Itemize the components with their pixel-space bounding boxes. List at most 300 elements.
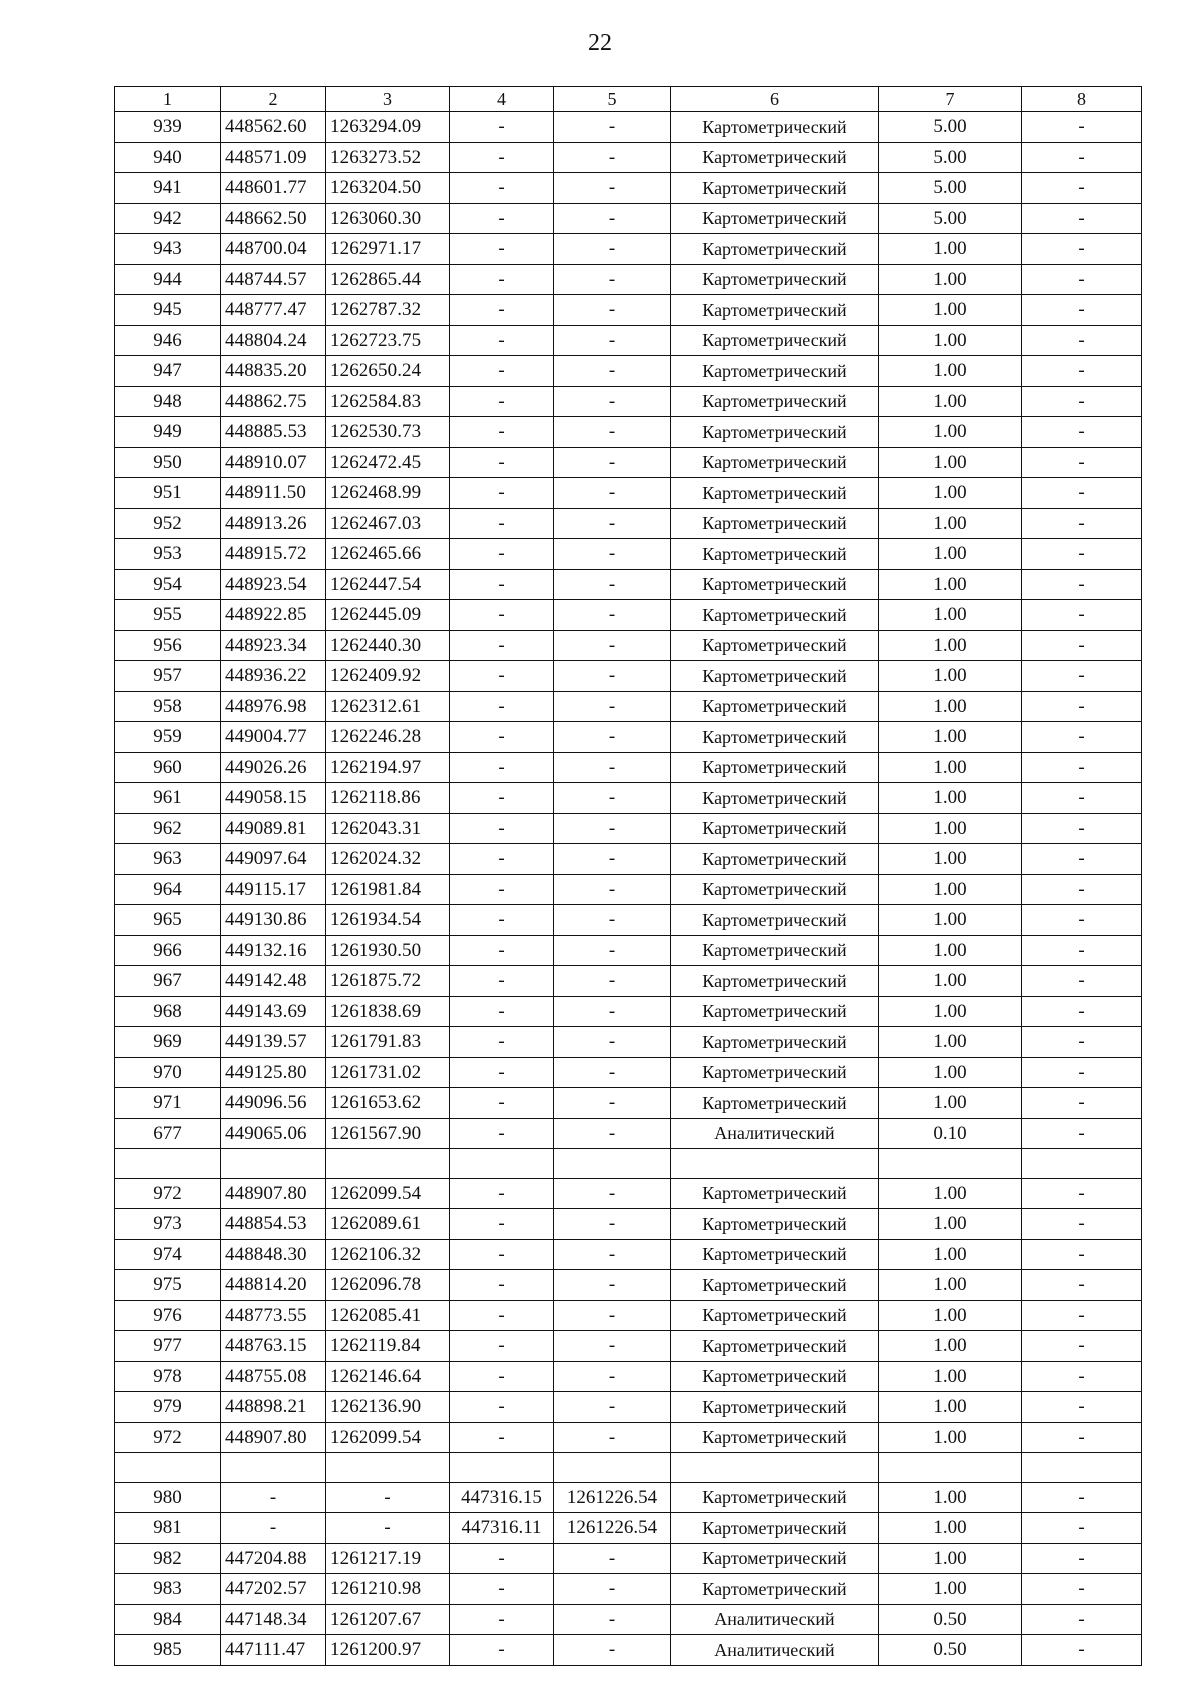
table-row: [115, 1422, 1142, 1453]
accuracy-cell: 1.00: [879, 539, 1022, 570]
accuracy-cell: 1.00: [879, 1088, 1022, 1119]
y-coordinate-cell: 1262467.03: [326, 508, 450, 539]
point-number-cell: 947: [115, 356, 221, 387]
x-coordinate-cell: 448976.98: [221, 691, 326, 722]
x-coordinate-cell: 448777.47: [221, 295, 326, 326]
accuracy-cell: 1.00: [879, 295, 1022, 326]
y-coordinate-alt-cell: -: [554, 905, 671, 936]
method-cell: Картометрический: [671, 1392, 879, 1423]
note-cell: -: [1022, 1209, 1142, 1240]
table-row: [115, 1574, 1142, 1605]
y-coordinate-cell: 1263060.30: [326, 203, 450, 234]
y-coordinate-alt-cell: -: [554, 203, 671, 234]
y-coordinate-alt-cell: -: [554, 539, 671, 570]
note-cell: -: [1022, 1057, 1142, 1088]
accuracy-cell: [879, 1149, 1022, 1179]
point-number-cell: 985: [115, 1635, 221, 1666]
method-cell: Картометрический: [671, 752, 879, 783]
note-cell: -: [1022, 1027, 1142, 1058]
accuracy-cell: 1.00: [879, 386, 1022, 417]
method-cell: Картометрический: [671, 661, 879, 692]
point-number-cell: 961: [115, 783, 221, 814]
y-coordinate-cell: 1262119.84: [326, 1331, 450, 1362]
y-coordinate-cell: 1261567.90: [326, 1118, 450, 1149]
method-cell: Картометрический: [671, 1482, 879, 1513]
point-number-cell: 949: [115, 417, 221, 448]
accuracy-cell: 1.00: [879, 1482, 1022, 1513]
y-coordinate-cell: 1262246.28: [326, 722, 450, 753]
note-cell: -: [1022, 1361, 1142, 1392]
method-cell: Картометрический: [671, 844, 879, 875]
table-row: [115, 386, 1142, 417]
x-coordinate-cell: 449004.77: [221, 722, 326, 753]
accuracy-cell: 1.00: [879, 1513, 1022, 1544]
x-coordinate-alt-cell: [450, 1453, 554, 1483]
x-coordinate-alt-cell: -: [450, 447, 554, 478]
y-coordinate-alt-cell: -: [554, 996, 671, 1027]
table-row: [115, 691, 1142, 722]
table-row: [115, 173, 1142, 204]
point-number-cell: 941: [115, 173, 221, 204]
note-cell: -: [1022, 691, 1142, 722]
method-cell: Картометрический: [671, 478, 879, 509]
column-header: 1: [115, 87, 221, 112]
x-coordinate-alt-cell: -: [450, 325, 554, 356]
x-coordinate-alt-cell: -: [450, 1300, 554, 1331]
table-row: [115, 539, 1142, 570]
y-coordinate-cell: 1262089.61: [326, 1209, 450, 1240]
y-coordinate-alt-cell: -: [554, 1118, 671, 1149]
x-coordinate-cell: 449089.81: [221, 813, 326, 844]
method-cell: Картометрический: [671, 996, 879, 1027]
point-number-cell: 968: [115, 996, 221, 1027]
point-number-cell: 972: [115, 1422, 221, 1453]
table-row: [115, 905, 1142, 936]
point-number-cell: 943: [115, 234, 221, 265]
note-cell: -: [1022, 1270, 1142, 1301]
x-coordinate-alt-cell: -: [450, 112, 554, 143]
y-coordinate-alt-cell: -: [554, 630, 671, 661]
y-coordinate-cell: 1261210.98: [326, 1574, 450, 1605]
y-coordinate-alt-cell: -: [554, 295, 671, 326]
x-coordinate-alt-cell: -: [450, 1209, 554, 1240]
y-coordinate-cell: 1263204.50: [326, 173, 450, 204]
method-cell: Картометрический: [671, 1088, 879, 1119]
note-cell: -: [1022, 1482, 1142, 1513]
x-coordinate-alt-cell: [450, 1149, 554, 1179]
accuracy-cell: 1.00: [879, 1239, 1022, 1270]
method-cell: Картометрический: [671, 173, 879, 204]
x-coordinate-alt-cell: -: [450, 1118, 554, 1149]
note-cell: -: [1022, 173, 1142, 204]
method-cell: Картометрический: [671, 1361, 879, 1392]
y-coordinate-cell: 1261217.19: [326, 1543, 450, 1574]
y-coordinate-alt-cell: -: [554, 417, 671, 448]
point-number-cell: 956: [115, 630, 221, 661]
y-coordinate-alt-cell: -: [554, 661, 671, 692]
point-number-cell: 983: [115, 1574, 221, 1605]
table-row: [115, 1027, 1142, 1058]
x-coordinate-cell: 448854.53: [221, 1209, 326, 1240]
accuracy-cell: 1.00: [879, 905, 1022, 936]
accuracy-cell: 1.00: [879, 1057, 1022, 1088]
y-coordinate-cell: 1262971.17: [326, 234, 450, 265]
method-cell: Картометрический: [671, 539, 879, 570]
table-row: [115, 142, 1142, 173]
y-coordinate-alt-cell: -: [554, 1270, 671, 1301]
x-coordinate-alt-cell: -: [450, 874, 554, 905]
y-coordinate-cell: 1262085.41: [326, 1300, 450, 1331]
x-coordinate-cell: [221, 1453, 326, 1483]
y-coordinate-cell: 1261875.72: [326, 966, 450, 997]
y-coordinate-cell: 1263273.52: [326, 142, 450, 173]
y-coordinate-alt-cell: -: [554, 722, 671, 753]
note-cell: -: [1022, 1118, 1142, 1149]
accuracy-cell: 1.00: [879, 752, 1022, 783]
note-cell: -: [1022, 539, 1142, 570]
x-coordinate-alt-cell: -: [450, 508, 554, 539]
point-number-cell: 978: [115, 1361, 221, 1392]
method-cell: [671, 1149, 879, 1179]
table-row: [115, 874, 1142, 905]
x-coordinate-alt-cell: -: [450, 417, 554, 448]
method-cell: Картометрический: [671, 1543, 879, 1574]
x-coordinate-cell: 448700.04: [221, 234, 326, 265]
y-coordinate-alt-cell: 1261226.54: [554, 1513, 671, 1544]
x-coordinate-alt-cell: -: [450, 1635, 554, 1666]
x-coordinate-cell: 448862.75: [221, 386, 326, 417]
table-row: [115, 203, 1142, 234]
x-coordinate-alt-cell: -: [450, 295, 554, 326]
point-number-cell: 951: [115, 478, 221, 509]
y-coordinate-alt-cell: -: [554, 1057, 671, 1088]
table-row: [115, 1149, 1142, 1179]
x-coordinate-cell: 448562.60: [221, 112, 326, 143]
accuracy-cell: 1.00: [879, 630, 1022, 661]
y-coordinate-alt-cell: -: [554, 569, 671, 600]
method-cell: Картометрический: [671, 1027, 879, 1058]
y-coordinate-cell: 1261981.84: [326, 874, 450, 905]
x-coordinate-cell: -: [221, 1482, 326, 1513]
accuracy-cell: 1.00: [879, 569, 1022, 600]
x-coordinate-alt-cell: -: [450, 844, 554, 875]
note-cell: -: [1022, 600, 1142, 631]
accuracy-cell: 1.00: [879, 1027, 1022, 1058]
accuracy-cell: 5.00: [879, 112, 1022, 143]
x-coordinate-cell: 448922.85: [221, 600, 326, 631]
y-coordinate-cell: 1262787.32: [326, 295, 450, 326]
note-cell: -: [1022, 203, 1142, 234]
point-number-cell: 969: [115, 1027, 221, 1058]
y-coordinate-alt-cell: -: [554, 508, 671, 539]
table-row: [115, 1300, 1142, 1331]
method-cell: Картометрический: [671, 813, 879, 844]
y-coordinate-alt-cell: -: [554, 935, 671, 966]
note-cell: -: [1022, 295, 1142, 326]
note-cell: -: [1022, 874, 1142, 905]
accuracy-cell: 1.00: [879, 874, 1022, 905]
x-coordinate-alt-cell: -: [450, 722, 554, 753]
method-cell: Картометрический: [671, 142, 879, 173]
x-coordinate-cell: 449142.48: [221, 966, 326, 997]
x-coordinate-alt-cell: -: [450, 356, 554, 387]
accuracy-cell: [879, 1453, 1022, 1483]
table-row: [115, 996, 1142, 1027]
y-coordinate-cell: 1262584.83: [326, 386, 450, 417]
y-coordinate-cell: 1261934.54: [326, 905, 450, 936]
method-cell: Картометрический: [671, 112, 879, 143]
accuracy-cell: 1.00: [879, 1178, 1022, 1209]
point-number-cell: 948: [115, 386, 221, 417]
method-cell: Картометрический: [671, 234, 879, 265]
table-row: [115, 508, 1142, 539]
accuracy-cell: 1.00: [879, 1331, 1022, 1362]
x-coordinate-cell: 448907.80: [221, 1178, 326, 1209]
x-coordinate-cell: 449132.16: [221, 935, 326, 966]
method-cell: Картометрический: [671, 874, 879, 905]
x-coordinate-cell: 448907.80: [221, 1422, 326, 1453]
note-cell: -: [1022, 356, 1142, 387]
x-coordinate-cell: 448923.34: [221, 630, 326, 661]
y-coordinate-cell: 1262445.09: [326, 600, 450, 631]
x-coordinate-alt-cell: -: [450, 966, 554, 997]
accuracy-cell: 1.00: [879, 661, 1022, 692]
x-coordinate-cell: 449065.06: [221, 1118, 326, 1149]
note-cell: -: [1022, 630, 1142, 661]
x-coordinate-cell: 447204.88: [221, 1543, 326, 1574]
table-row: [115, 1513, 1142, 1544]
y-coordinate-cell: 1262099.54: [326, 1422, 450, 1453]
table-row: [115, 600, 1142, 631]
x-coordinate-alt-cell: -: [450, 539, 554, 570]
x-coordinate-alt-cell: -: [450, 813, 554, 844]
x-coordinate-cell: 449096.56: [221, 1088, 326, 1119]
y-coordinate-alt-cell: -: [554, 1178, 671, 1209]
accuracy-cell: 1.00: [879, 996, 1022, 1027]
note-cell: -: [1022, 1422, 1142, 1453]
point-number-cell: 952: [115, 508, 221, 539]
x-coordinate-cell: 448804.24: [221, 325, 326, 356]
y-coordinate-cell: [326, 1453, 450, 1483]
y-coordinate-cell: 1261930.50: [326, 935, 450, 966]
x-coordinate-cell: 448910.07: [221, 447, 326, 478]
table-row: [115, 1239, 1142, 1270]
y-coordinate-cell: 1262136.90: [326, 1392, 450, 1423]
x-coordinate-cell: 448814.20: [221, 1270, 326, 1301]
x-coordinate-cell: 448911.50: [221, 478, 326, 509]
point-number-cell: 982: [115, 1543, 221, 1574]
header-row: [115, 87, 1142, 112]
column-header: 2: [221, 87, 326, 112]
table-row: [115, 112, 1142, 143]
point-number-cell: 984: [115, 1604, 221, 1635]
table-row: [115, 1270, 1142, 1301]
note-cell: -: [1022, 112, 1142, 143]
y-coordinate-cell: 1262865.44: [326, 264, 450, 295]
accuracy-cell: 1.00: [879, 1392, 1022, 1423]
accuracy-cell: 1.00: [879, 325, 1022, 356]
point-number-cell: 957: [115, 661, 221, 692]
note-cell: -: [1022, 844, 1142, 875]
x-coordinate-cell: 448898.21: [221, 1392, 326, 1423]
column-header: 8: [1022, 87, 1142, 112]
y-coordinate-cell: 1262468.99: [326, 478, 450, 509]
y-coordinate-cell: 1261653.62: [326, 1088, 450, 1119]
method-cell: Картометрический: [671, 386, 879, 417]
y-coordinate-cell: [326, 1149, 450, 1179]
accuracy-cell: 1.00: [879, 813, 1022, 844]
x-coordinate-cell: 449115.17: [221, 874, 326, 905]
y-coordinate-cell: 1261791.83: [326, 1027, 450, 1058]
y-coordinate-cell: 1262106.32: [326, 1239, 450, 1270]
page-number: 22: [588, 30, 612, 56]
table-row: [115, 661, 1142, 692]
y-coordinate-alt-cell: -: [554, 112, 671, 143]
column-header: 5: [554, 87, 671, 112]
accuracy-cell: 1.00: [879, 1270, 1022, 1301]
x-coordinate-cell: 449058.15: [221, 783, 326, 814]
x-coordinate-alt-cell: -: [450, 1543, 554, 1574]
note-cell: -: [1022, 1178, 1142, 1209]
y-coordinate-cell: -: [326, 1482, 450, 1513]
x-coordinate-cell: 449097.64: [221, 844, 326, 875]
x-coordinate-alt-cell: -: [450, 905, 554, 936]
method-cell: Картометрический: [671, 1178, 879, 1209]
method-cell: Картометрический: [671, 722, 879, 753]
x-coordinate-cell: 448763.15: [221, 1331, 326, 1362]
note-cell: -: [1022, 722, 1142, 753]
y-coordinate-cell: 1262465.66: [326, 539, 450, 570]
method-cell: Картометрический: [671, 1300, 879, 1331]
x-coordinate-cell: 448936.22: [221, 661, 326, 692]
method-cell: Картометрический: [671, 1574, 879, 1605]
accuracy-cell: 1.00: [879, 691, 1022, 722]
y-coordinate-alt-cell: 1261226.54: [554, 1482, 671, 1513]
note-cell: -: [1022, 1574, 1142, 1605]
y-coordinate-alt-cell: [554, 1149, 671, 1179]
x-coordinate-alt-cell: -: [450, 569, 554, 600]
table-row: [115, 569, 1142, 600]
accuracy-cell: 5.00: [879, 142, 1022, 173]
y-coordinate-alt-cell: -: [554, 1209, 671, 1240]
y-coordinate-cell: 1262723.75: [326, 325, 450, 356]
x-coordinate-cell: 447202.57: [221, 1574, 326, 1605]
y-coordinate-cell: 1262447.54: [326, 569, 450, 600]
table-row: [115, 1178, 1142, 1209]
y-coordinate-alt-cell: -: [554, 447, 671, 478]
method-cell: Картометрический: [671, 630, 879, 661]
method-cell: Картометрический: [671, 1057, 879, 1088]
column-header: 6: [671, 87, 879, 112]
note-cell: -: [1022, 966, 1142, 997]
y-coordinate-alt-cell: -: [554, 813, 671, 844]
x-coordinate-alt-cell: 447316.11: [450, 1513, 554, 1544]
note-cell: -: [1022, 752, 1142, 783]
x-coordinate-alt-cell: -: [450, 1361, 554, 1392]
y-coordinate-alt-cell: -: [554, 1361, 671, 1392]
y-coordinate-alt-cell: -: [554, 1300, 671, 1331]
x-coordinate-cell: 448744.57: [221, 264, 326, 295]
method-cell: Картометрический: [671, 905, 879, 936]
point-number-cell: 958: [115, 691, 221, 722]
table-row: [115, 630, 1142, 661]
note-cell: -: [1022, 661, 1142, 692]
method-cell: Картометрический: [671, 935, 879, 966]
y-coordinate-alt-cell: -: [554, 1331, 671, 1362]
accuracy-cell: 1.00: [879, 1209, 1022, 1240]
x-coordinate-alt-cell: -: [450, 630, 554, 661]
x-coordinate-cell: 449143.69: [221, 996, 326, 1027]
accuracy-cell: 1.00: [879, 783, 1022, 814]
point-number-cell: 944: [115, 264, 221, 295]
accuracy-cell: 1.00: [879, 1543, 1022, 1574]
accuracy-cell: 0.50: [879, 1604, 1022, 1635]
y-coordinate-alt-cell: -: [554, 1422, 671, 1453]
point-number-cell: 959: [115, 722, 221, 753]
accuracy-cell: 1.00: [879, 1361, 1022, 1392]
point-number-cell: 954: [115, 569, 221, 600]
table-row: [115, 1057, 1142, 1088]
point-number-cell: 955: [115, 600, 221, 631]
x-coordinate-alt-cell: -: [450, 783, 554, 814]
x-coordinate-alt-cell: -: [450, 1088, 554, 1119]
method-cell: Аналитический: [671, 1604, 879, 1635]
x-coordinate-alt-cell: -: [450, 1422, 554, 1453]
point-number-cell: 950: [115, 447, 221, 478]
point-number-cell: 946: [115, 325, 221, 356]
y-coordinate-cell: 1263294.09: [326, 112, 450, 143]
accuracy-cell: 1.00: [879, 478, 1022, 509]
x-coordinate-cell: 448835.20: [221, 356, 326, 387]
table-row: [115, 264, 1142, 295]
method-cell: Картометрический: [671, 600, 879, 631]
note-cell: -: [1022, 1513, 1142, 1544]
x-coordinate-cell: 447111.47: [221, 1635, 326, 1666]
accuracy-cell: 1.00: [879, 234, 1022, 265]
x-coordinate-cell: 448755.08: [221, 1361, 326, 1392]
coordinates-table: [114, 86, 1142, 1666]
accuracy-cell: 0.10: [879, 1118, 1022, 1149]
x-coordinate-cell: 448923.54: [221, 569, 326, 600]
y-coordinate-cell: 1262024.32: [326, 844, 450, 875]
y-coordinate-cell: 1261207.67: [326, 1604, 450, 1635]
point-number-cell: 962: [115, 813, 221, 844]
point-number-cell: 980: [115, 1482, 221, 1513]
accuracy-cell: 1.00: [879, 935, 1022, 966]
x-coordinate-alt-cell: -: [450, 1331, 554, 1362]
point-number-cell: 979: [115, 1392, 221, 1423]
y-coordinate-alt-cell: -: [554, 386, 671, 417]
note-cell: -: [1022, 1604, 1142, 1635]
y-coordinate-alt-cell: -: [554, 325, 671, 356]
note-cell: -: [1022, 1543, 1142, 1574]
table-row: [115, 752, 1142, 783]
point-number-cell: 964: [115, 874, 221, 905]
x-coordinate-alt-cell: -: [450, 386, 554, 417]
point-number-cell: 975: [115, 1270, 221, 1301]
y-coordinate-alt-cell: -: [554, 1635, 671, 1666]
method-cell: Картометрический: [671, 1270, 879, 1301]
method-cell: Картометрический: [671, 203, 879, 234]
y-coordinate-alt-cell: -: [554, 356, 671, 387]
column-header: 7: [879, 87, 1022, 112]
y-coordinate-alt-cell: -: [554, 173, 671, 204]
note-cell: -: [1022, 905, 1142, 936]
point-number-cell: 942: [115, 203, 221, 234]
y-coordinate-cell: 1261731.02: [326, 1057, 450, 1088]
x-coordinate-alt-cell: -: [450, 600, 554, 631]
point-number-cell: 966: [115, 935, 221, 966]
